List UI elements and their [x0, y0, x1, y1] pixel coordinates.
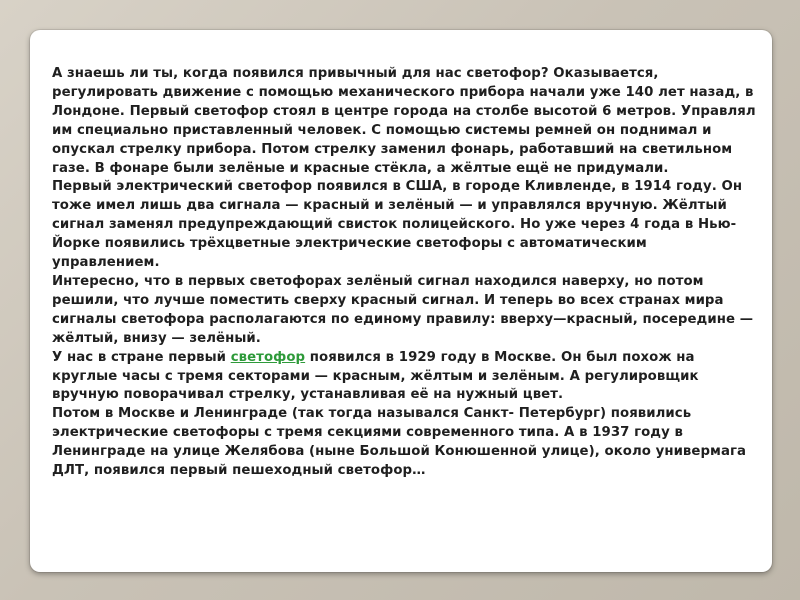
paragraph-first-electric: Первый электрический светофор появился в США, в городе Кливленде, в 1914 году. Он тоже имел лишь два сигнала — красный и зелёный — и управлялся вручную. Жёлтый сигнал заменял предупреждающий свисток полицейского. Но уже через 4 года в Нью-Йорке появились трёхцветные электрические светофоры с автоматическим управлением. — [52, 179, 743, 271]
paragraph-signal-order: Интересно, что в первых светофорах зелёный сигнал находился наверху, но потом решили, что лучше поместить сверху красный сигнал. И теперь во всех странах мира сигналы светофора располагаются по единому правилу: вверху—красный, посередине — жёлтый, внизу — зелёный. — [52, 273, 754, 346]
text-block — [52, 65, 757, 481]
paragraph-moscow-1929 — [52, 349, 757, 406]
traffic-light-link[interactable]: светофор — [230, 349, 306, 365]
paragraph-moscow-text-after: появился в 1929 году в Москве. Он был похож на круглые часы с тремя секторами — красным, жёлтым и зелёным. А регулировщик вручную поворачивал стрелку, устанавливая её на нужный цвет. — [52, 349, 699, 403]
paragraph-moscow-text-before: У нас в стране первый — [52, 349, 231, 365]
paragraph-history-london: А знаешь ли ты, когда появился привычный для нас светофор? Оказывается, регулировать движение с помощью механического прибора начали уже 140 лет назад, в Лондоне. Первый светофор стоял в центре города на столбе высотой 6 метров. Управлял им специально приставленный человек. С помощью системы ремней он поднимал и опускал стрелку прибора. Потом стрелку заменил фонарь, работавший на светильном газе. В фонаре были зелёные и красные стёкла, а жёлтые ещё не придумали. — [52, 66, 756, 176]
paragraph-leningrad: Потом в Москве и Ленинграде (так тогда назывался Санкт- Петербург) появились электрические светофоры с тремя секциями современного типа. А в 1937 году в Ленинграде на улице Желябова (ныне Большой Конюшенной улице), около универмага ДЛТ, появился первый пешеходный светофор… — [52, 406, 746, 479]
